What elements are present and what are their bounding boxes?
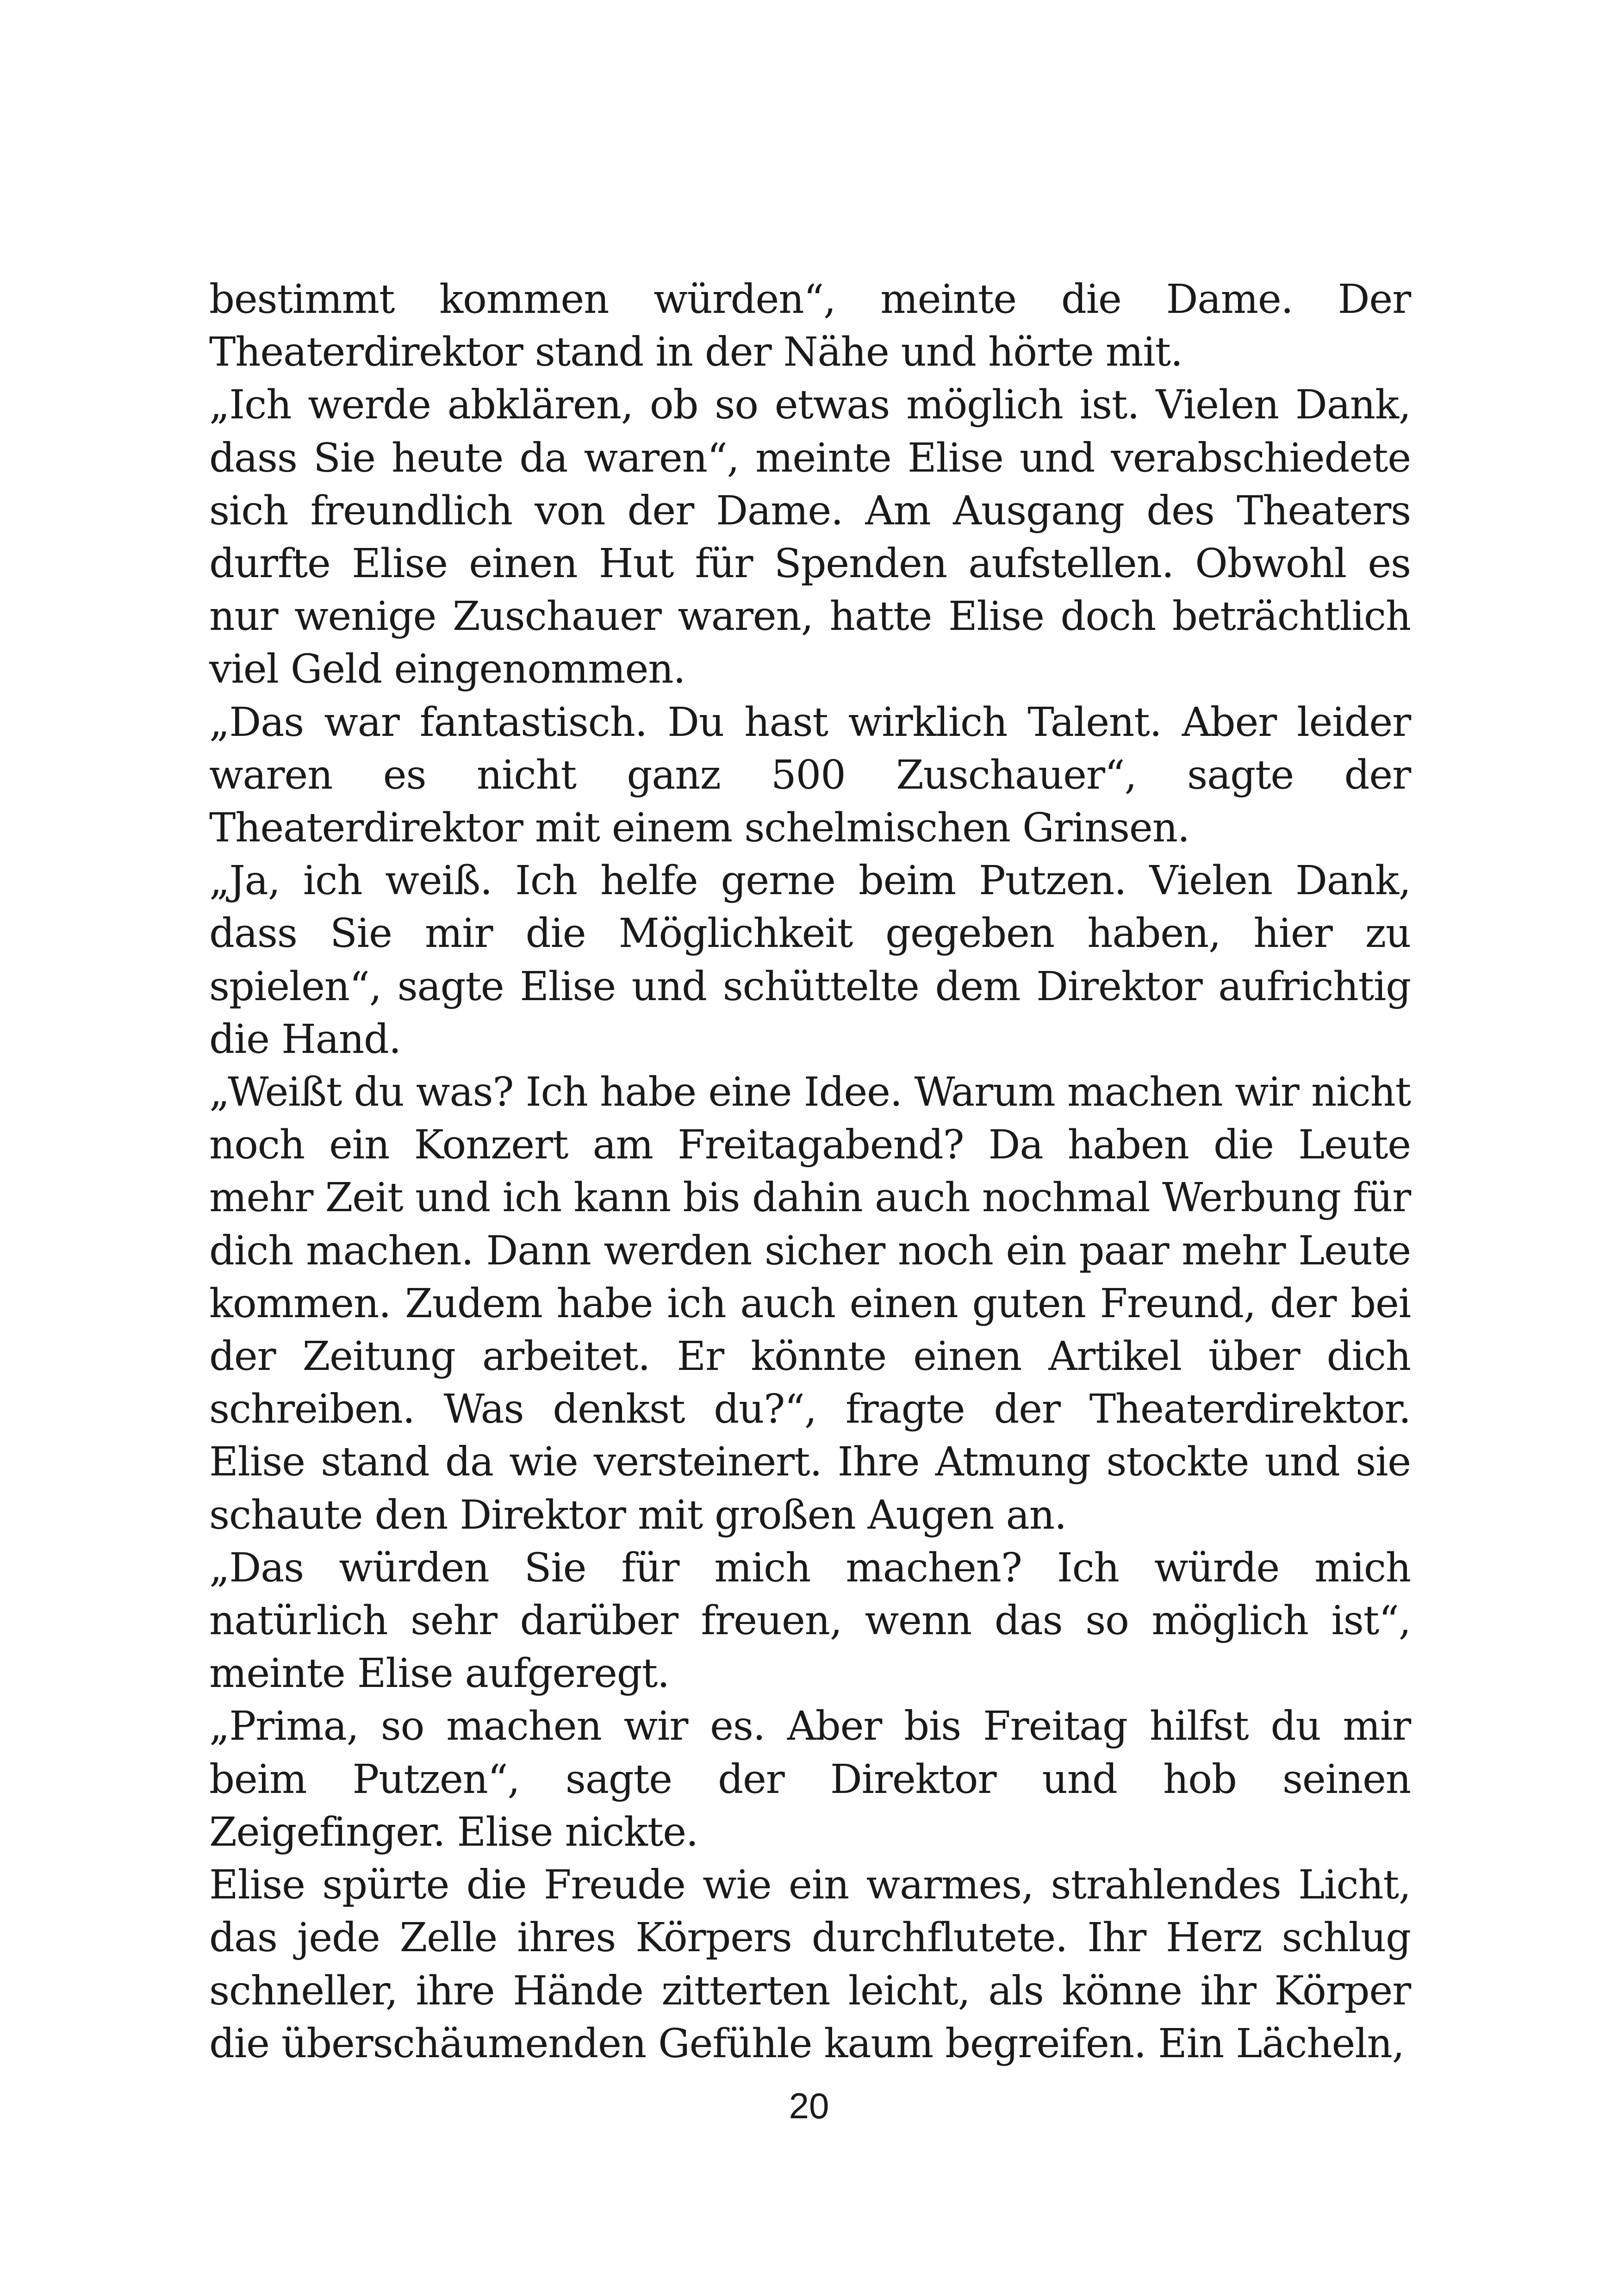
- paragraph: „Ja, ich weiß. Ich helfe gerne beim Putzen. Vielen Dank, dass Sie mir die Möglichkeit gegeben haben, hier zu spielen“, sagte Elise und schüttelte dem Direktor aufrichtig die Hand.: [209, 858, 1411, 1063]
- paragraph: bestimmt kommen würden“, meinte die Dame. Der Theaterdirektor stand in der Nähe und hörte mit.: [209, 276, 1411, 376]
- paragraph: „Das war fantastisch. Du hast wirklich Talent. Aber leider waren es nicht ganz 500 Zuschauer“, sagte der Theaterdirektor mit einem schelmischen Grinsen.: [209, 699, 1411, 852]
- body-text: [209, 273, 1411, 2070]
- paragraph: „Weißt du was? Ich habe eine Idee. Warum machen wir nicht noch ein Konzert am Freitagabend? Da haben die Leute mehr Zeit und ich kann bis dahin auch nochmal Werbung für dich machen. Dann werden sicher noch ein paar mehr Leute kommen. Zudem habe ich auch einen guten Freund, der bei der Zeitung arbeitet. Er könnte einen Artikel über dich schreiben. Was denkst du?“, fragte der Theaterdirektor. Elise stand da wie versteinert. Ihre Atmung stockte und sie schaute den Direktor mit großen Augen an.: [209, 1069, 1411, 1538]
- paragraph: „Prima, so machen wir es. Aber bis Freitag hilfst du mir beim Putzen“, sagte der Direktor und hob seinen Zeigefinger. Elise nickte.: [209, 1703, 1411, 1855]
- paragraph: Elise spürte die Freude wie ein warmes, strahlendes Licht, das jede Zelle ihres Körpers durchflutete. Ihr Herz schlug schneller, ihre Hände zitterten leicht, als könne ihr Körper die überschäumenden Gefühle kaum begreifen. Ein Lächeln,: [209, 1862, 1411, 2067]
- page-number: 20: [789, 2085, 829, 2126]
- paragraph: „Das würden Sie für mich machen? Ich würde mich natürlich sehr darüber freuen, wenn das so möglich ist“, meinte Elise aufgeregt.: [209, 1544, 1411, 1697]
- paragraph: „Ich werde abklären, ob so etwas möglich ist. Vielen Dank, dass Sie heute da waren“, meinte Elise und verabschiedete sich freundlich von der Dame. Am Ausgang des Theaters durfte Elise einen Hut für Spenden aufstellen. Obwohl es nur wenige Zuschauer waren, hatte Elise doch beträchtlich viel Geld eingenommen.: [209, 382, 1411, 693]
